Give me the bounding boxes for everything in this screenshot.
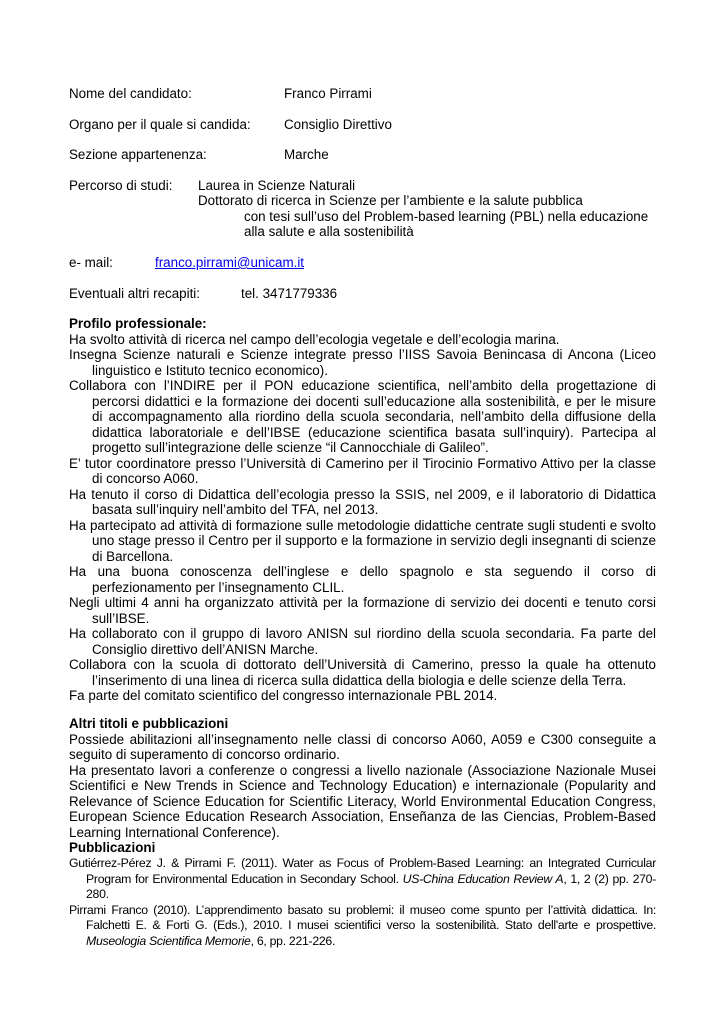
profile-item: Negli ultimi 4 anni ha organizzato attività per la formazione di servizio dei docenti e tenuto corsi sull’IBSE. bbox=[69, 595, 656, 626]
contacts-value: tel. 3471779336 bbox=[241, 286, 338, 301]
other-titles-para-2: Ha presentato lavori a conferenze o congressi a livello nazionale (Associazione Nazionale Musei Scientifici e New Trends in Science and Technology Education) e internazionale (Popularity and Relevance of Science Education for Scientific Literacy, World Environmental Education Congress, European Science Education Research Association, Enseñanza de las Ciencias, Problem-Based Learning International Conference). bbox=[69, 762, 656, 840]
other-titles-section bbox=[69, 716, 656, 856]
publications-list bbox=[69, 856, 656, 949]
publications-heading: Pubblicazioni bbox=[69, 840, 156, 855]
publication-2-tail: , 6, pp. 221-226. bbox=[250, 933, 336, 948]
candidate-label: Nome del candidato: bbox=[69, 86, 192, 101]
profile-item: E’ tutor coordinatore presso l’Università di Camerino per il Tirocinio Formativo Attivo per la classe di concorso A060. bbox=[69, 455, 656, 486]
profile-item: Insegna Scienze naturali e Scienze integrate presso l’IISS Savoia Benincasa di Ancona (Liceo linguistico e Istituto tecnico economico). bbox=[69, 347, 656, 378]
email-link[interactable]: franco.pirrami@unicam.it bbox=[155, 255, 305, 270]
profile-heading: Profilo professionale: bbox=[69, 316, 207, 331]
studies-line-4: alla salute e alla sostenibilità bbox=[244, 224, 414, 239]
organ-value: Consiglio Direttivo bbox=[284, 117, 392, 132]
profile-item: Collabora con la scuola di dottorato dell’Università di Camerino, presso la quale ha ottenuto l’inserimento di una linea di ricerca sulla didattica della biologia e delle scienze della Terra. bbox=[69, 657, 656, 688]
section-label: Sezione appartenenza: bbox=[69, 147, 207, 162]
profile-item: Collabora con l’INDIRE per il PON educazione scientifica, nell’ambito della progettazione di percorsi didattici e la formazione dei docenti sull’educazione alla sostenibilità, e per le misure di accompagnamento alla riordino della scuola secondaria, nell’ambito della diffusione della didattica laboratoriale e dell’IBSE (educazione scientifica basata sull’inquiry). Partecipa al progetto sull’integrazione delle scienze “il Cannocchiale di Galileo”. bbox=[69, 378, 656, 455]
contacts-label: Eventuali altri recapiti: bbox=[69, 286, 200, 301]
profile-item: Fa parte del comitato scientifico del congresso internazionale PBL 2014. bbox=[69, 688, 498, 703]
section-value: Marche bbox=[284, 147, 329, 162]
publication-1-text: Gutiérrez-Pérez J. & Pirrami F. (2011). Water as Focus of Problem-Based Learning: an Integrated Curricular Program for Environmental Education in Secondary School. bbox=[69, 856, 656, 886]
profile-item: Ha collaborato con il gruppo di lavoro ANISN sul riordino della scuola secondaria. Fa parte del Consiglio direttivo dell’ANISN Marche. bbox=[69, 626, 656, 657]
other-titles-para-1: Possiede abilitazioni all’insegnamento nelle classi di concorso A060, A059 e C300 conseguite a seguito di superamento di concorso ordinario. bbox=[69, 731, 656, 762]
publication-1-journal: US-China Education Review A bbox=[402, 871, 564, 886]
publication-item-1 bbox=[69, 856, 656, 903]
publication-item-2 bbox=[69, 903, 656, 950]
publication-1-tail: , 1, 2 (2) pp. 270-280. bbox=[86, 871, 656, 901]
studies-label: Percorso di studi: bbox=[69, 178, 173, 193]
studies-line-2: Dottorato di ricerca in Scienze per l’ambiente e la salute pubblica bbox=[198, 193, 583, 208]
studies-line-3: con tesi sull’uso del Problem-based learning (PBL) nella educazione bbox=[244, 209, 649, 224]
studies-line-1: Laurea in Scienze Naturali bbox=[198, 178, 356, 193]
profile-section bbox=[69, 316, 656, 704]
profile-item: Ha svolto attività di ricerca nel campo dell’ecologia vegetale e dell’ecologia marina. bbox=[69, 331, 560, 347]
publication-2-text: Pirrami Franco (2010). L’apprendimento basato su problemi: il museo come spunto per l’attività didattica. In: Falchetti E. & Forti G. (Eds.), 2010. I musei scientifici verso la sostenibilità. Stato dell'arte e prospettive. bbox=[69, 902, 656, 932]
profile-item: Ha una buona conoscenza dell’inglese e dello spagnolo e sta seguendo il corso di perfezionamento per l’insegnamento CLIL. bbox=[69, 564, 656, 595]
publication-2-journal: Museologia Scientifica Memorie bbox=[86, 933, 251, 948]
email-label: e- mail: bbox=[69, 255, 113, 270]
profile-item: Ha partecipato ad attività di formazione sulle metodologie didattiche centrate sugli studenti e svolto uno stage presso il Centro per il supporto e la formazione in servizio degli insegnanti di scienze di Barcellona. bbox=[69, 517, 656, 564]
organ-label: Organo per il quale si candida: bbox=[69, 117, 251, 132]
profile-item: Ha tenuto il corso di Didattica dell’ecologia presso la SSIS, nel 2009, e il laboratorio di Didattica basata sull’inquiry nell’ambito del TFA, nel 2013. bbox=[69, 486, 656, 517]
candidate-value: Franco Pirrami bbox=[284, 86, 372, 101]
other-titles-heading: Altri titoli e pubblicazioni bbox=[69, 716, 229, 731]
